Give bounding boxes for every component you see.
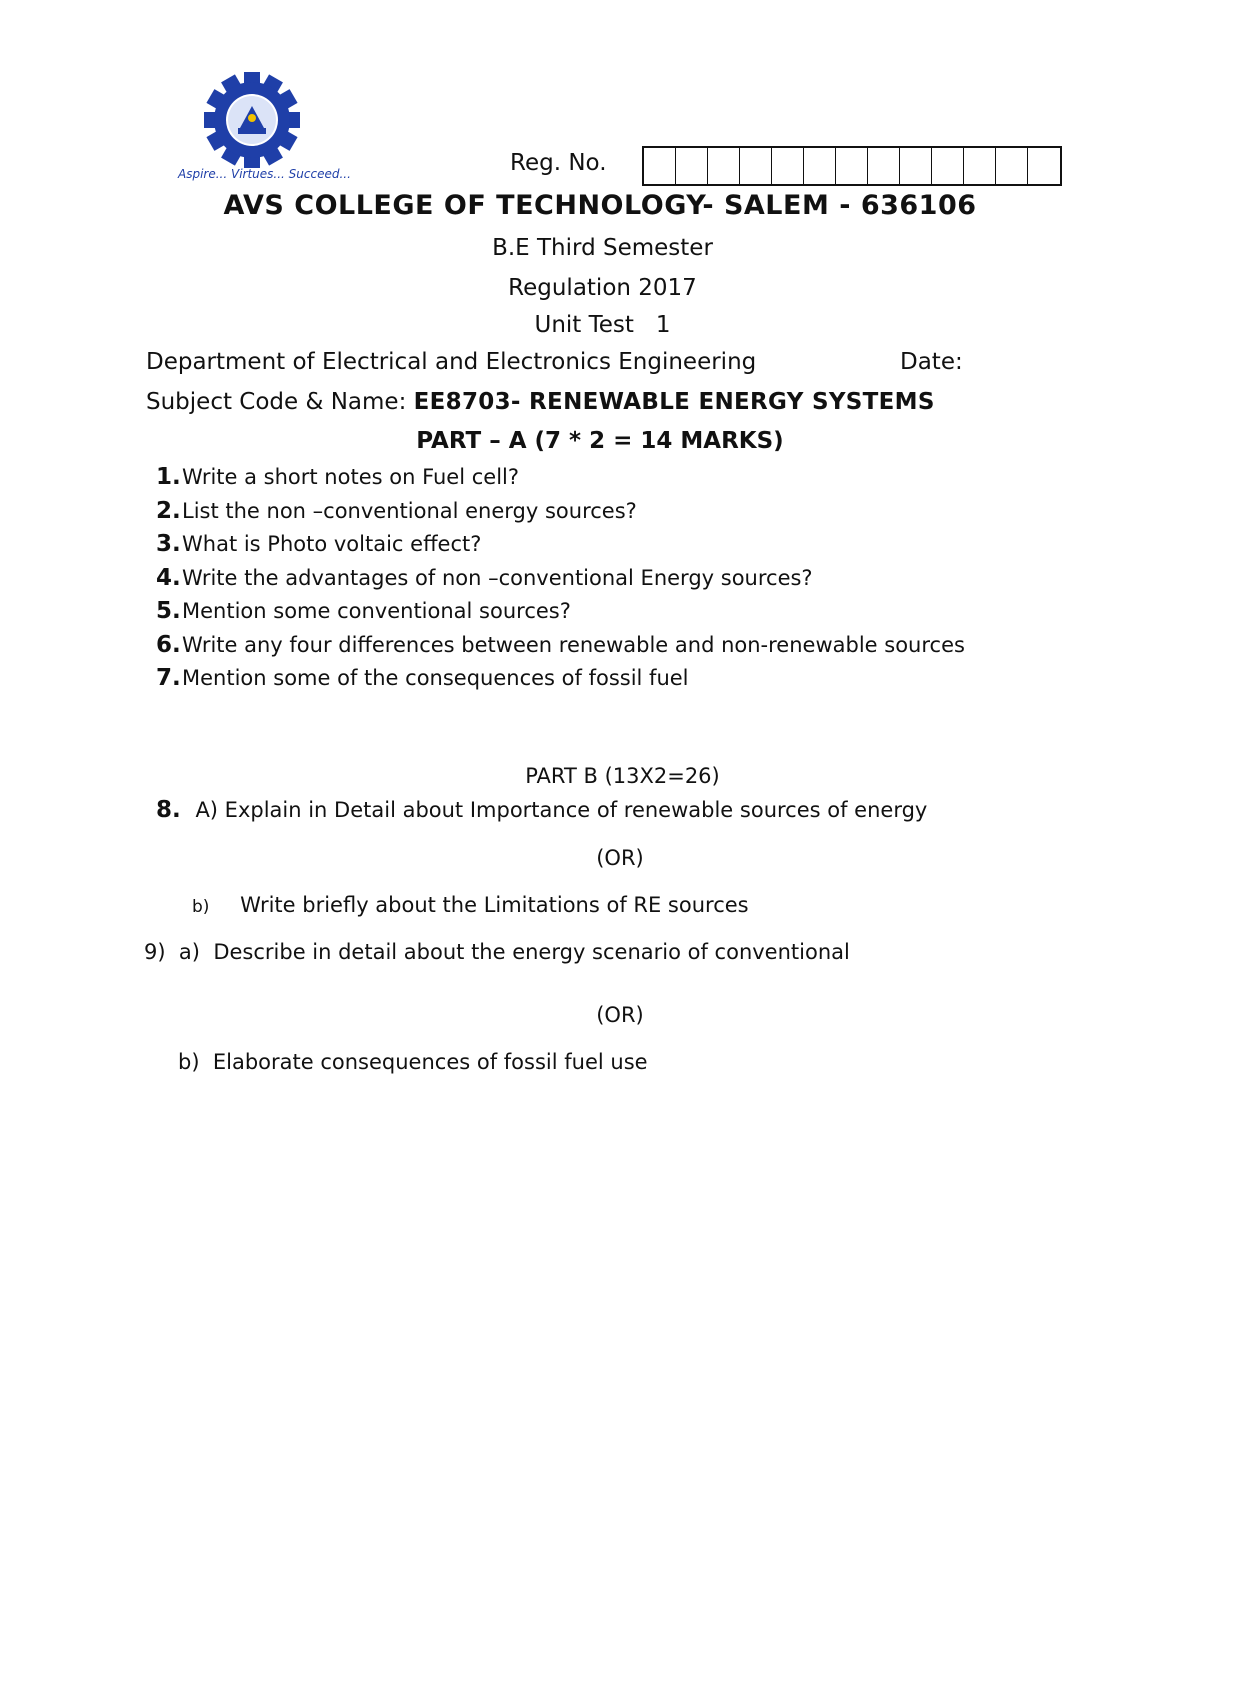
reg-no-box[interactable] bbox=[964, 148, 996, 184]
question-item bbox=[156, 665, 965, 699]
question-text: Write a short notes on Fuel cell? bbox=[182, 465, 520, 489]
question-item bbox=[156, 464, 965, 498]
department: Department of Electrical and Electronics Engineering bbox=[146, 349, 757, 375]
semester: B.E Third Semester bbox=[492, 235, 713, 261]
or-separator: (OR) bbox=[596, 846, 644, 870]
college-logo bbox=[172, 70, 351, 188]
reg-no-box[interactable] bbox=[804, 148, 836, 184]
question-8b bbox=[192, 893, 749, 917]
question-text: List the non –conventional energy sources? bbox=[182, 498, 637, 523]
question-item bbox=[156, 565, 965, 599]
question-9b: b) Elaborate consequences of fossil fuel use bbox=[178, 1050, 648, 1074]
question-item bbox=[156, 632, 965, 666]
question-text: What is Photo voltaic effect? bbox=[182, 532, 482, 556]
reg-no-box[interactable] bbox=[900, 148, 932, 184]
reg-no-box[interactable] bbox=[676, 148, 708, 184]
reg-no-box[interactable] bbox=[868, 148, 900, 184]
question-text: Mention some of the consequences of fossil fuel bbox=[182, 666, 689, 690]
or-separator: (OR) bbox=[596, 1003, 644, 1027]
svg-text:Aspire... Virtues... Succeed..: Aspire... Virtues... Succeed... bbox=[178, 167, 351, 181]
question-8b-text: Write briefly about the Limitations of RE sources bbox=[240, 893, 749, 917]
reg-no-box[interactable] bbox=[836, 148, 868, 184]
reg-no-box[interactable] bbox=[932, 148, 964, 184]
subject-value: EE8703- RENEWABLE ENERGY SYSTEMS bbox=[413, 389, 935, 415]
reg-no-box[interactable] bbox=[708, 148, 740, 184]
reg-no-box[interactable] bbox=[644, 148, 676, 184]
part-a-questions bbox=[156, 464, 965, 699]
question-9a: 9) a) Describe in detail about the energy scenario of conventional bbox=[144, 940, 850, 964]
question-number: 6. bbox=[156, 631, 181, 658]
subject-label: Subject Code & Name: bbox=[146, 389, 407, 415]
question-8b-label: b) bbox=[192, 897, 210, 917]
question-item bbox=[156, 598, 965, 632]
question-text: Write any four differences between renewable and non-renewable sources bbox=[182, 632, 965, 657]
question-8a bbox=[156, 797, 927, 823]
question-8-number: 8. bbox=[156, 797, 181, 823]
part-a-title: PART – A (7 * 2 = 14 MARKS) bbox=[416, 428, 784, 454]
question-number: 2. bbox=[156, 497, 181, 524]
question-text: Write the advantages of non –conventional Energy sources? bbox=[182, 565, 813, 590]
question-text: Mention some conventional sources? bbox=[182, 599, 571, 623]
reg-no-label: Reg. No. bbox=[510, 150, 607, 176]
regulation: Regulation 2017 bbox=[508, 275, 697, 301]
question-number: 1. bbox=[156, 464, 181, 490]
part-b-title: PART B (13X2=26) bbox=[525, 764, 720, 788]
reg-no-box[interactable] bbox=[772, 148, 804, 184]
reg-no-box[interactable] bbox=[1028, 148, 1060, 184]
question-item bbox=[156, 531, 965, 565]
reg-no-boxes[interactable] bbox=[642, 146, 1062, 186]
question-number: 4. bbox=[156, 564, 181, 591]
question-item bbox=[156, 498, 965, 532]
question-number: 5. bbox=[156, 598, 181, 624]
subject-line bbox=[146, 389, 935, 415]
question-number: 3. bbox=[156, 531, 181, 557]
unit-test: Unit Test 1 bbox=[534, 312, 671, 338]
reg-no-box[interactable] bbox=[996, 148, 1028, 184]
date-label: Date: bbox=[900, 349, 963, 375]
question-8a-text: A) Explain in Detail about Importance of renewable sources of energy bbox=[195, 798, 928, 822]
reg-no-box[interactable] bbox=[740, 148, 772, 184]
college-name: AVS COLLEGE OF TECHNOLOGY- SALEM - 636106 bbox=[223, 190, 977, 221]
question-number: 7. bbox=[156, 665, 181, 691]
